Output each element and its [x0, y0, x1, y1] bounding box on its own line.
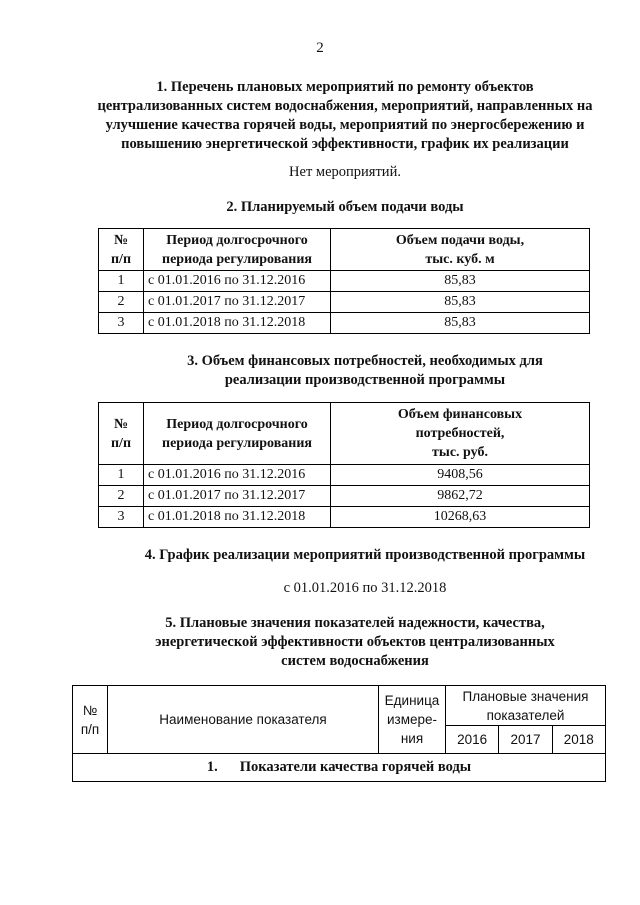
row-volume: 85,83: [331, 292, 590, 313]
row-period: с 01.01.2017 по 31.12.2017: [144, 292, 331, 313]
subsection-hot-water-quality: [73, 754, 606, 782]
table-row: [99, 313, 590, 334]
page-number: 2: [316, 40, 324, 56]
row-amount: 9862,72: [331, 486, 590, 507]
section1-title-line: централизованных систем водоснабжения, мероприятий, направленных на: [97, 98, 593, 114]
table-section-row: [73, 754, 606, 782]
section1-title-line: улучшение качества горячей воды, мероприятий по энергосбережению и: [105, 117, 585, 133]
supply-volume-table: [98, 228, 590, 334]
section1-note: Нет мероприятий.: [289, 164, 401, 180]
section5-title-line: 5. Плановые значения показателей надежности, качества,: [165, 615, 545, 631]
section5-title-line: энергетической эффективности объектов централизованных: [155, 634, 555, 650]
section5-title: [80, 614, 630, 671]
section3-title: [90, 352, 640, 390]
col-header-finance: Объем финансовых потребностей, тыс. руб.: [331, 403, 590, 465]
section1-title-line: повышению энергетической эффективности, график их реализации: [121, 136, 569, 152]
section1-title: [70, 78, 620, 154]
section1-title-line: 1. Перечень плановых мероприятий по ремонту объектов: [156, 79, 534, 95]
row-volume: 85,83: [331, 271, 590, 292]
col-header-planned-values: Плановые значения показателей: [446, 686, 606, 726]
col-header-year-2016: 2016: [446, 726, 499, 754]
table-row: [99, 486, 590, 507]
row-period: с 01.01.2016 по 31.12.2016: [144, 465, 331, 486]
section4-period: с 01.01.2016 по 31.12.2018: [283, 580, 447, 596]
table-row: [99, 292, 590, 313]
row-period: с 01.01.2017 по 31.12.2017: [144, 486, 331, 507]
col-header-year-2018: 2018: [552, 726, 605, 754]
col-header-num: № п/п: [99, 403, 144, 465]
section3-title-line: 3. Объем финансовых потребностей, необходимых для: [187, 353, 543, 369]
row-period: с 01.01.2018 по 31.12.2018: [144, 313, 331, 334]
col-header-num: № п/п: [99, 229, 144, 271]
row-period: с 01.01.2018 по 31.12.2018: [144, 507, 331, 528]
table-row: [99, 507, 590, 528]
section2-title: 2. Планируемый объем подачи воды: [226, 199, 464, 215]
row-amount: 9408,56: [331, 465, 590, 486]
row-amount: 10268,63: [331, 507, 590, 528]
col-header-unit: Единица измере- ния: [379, 686, 446, 754]
section5-title-line: систем водоснабжения: [281, 653, 429, 669]
row-num: 2: [99, 292, 144, 313]
row-volume: 85,83: [331, 313, 590, 334]
row-num: 1: [99, 271, 144, 292]
col-header-num: № п/п: [73, 686, 108, 754]
col-header-indicator-name: Наименование показателя: [108, 686, 379, 754]
col-header-volume: Объем подачи воды, тыс. куб. м: [331, 229, 590, 271]
table-row: [99, 465, 590, 486]
row-num: 3: [99, 313, 144, 334]
table-header-row: [99, 403, 590, 465]
row-num: 1: [99, 465, 144, 486]
section3-title-line: реализации производственной программы: [224, 372, 506, 388]
col-header-period: Период долгосрочного периода регулирования: [144, 403, 331, 465]
section4-title: 4. График реализации мероприятий производственной программы: [144, 547, 586, 563]
subsection-label: Показатели качества горячей воды: [239, 759, 472, 775]
table-row: [99, 271, 590, 292]
row-period: с 01.01.2016 по 31.12.2016: [144, 271, 331, 292]
table-header-row: [73, 686, 606, 726]
table-header-row: [99, 229, 590, 271]
row-num: 3: [99, 507, 144, 528]
row-num: 2: [99, 486, 144, 507]
col-header-period: Период долгосрочного периода регулирования: [144, 229, 331, 271]
subsection-number: 1.: [206, 759, 218, 775]
financial-needs-table: [98, 402, 590, 528]
col-header-year-2017: 2017: [499, 726, 552, 754]
indicators-table: [72, 685, 606, 782]
